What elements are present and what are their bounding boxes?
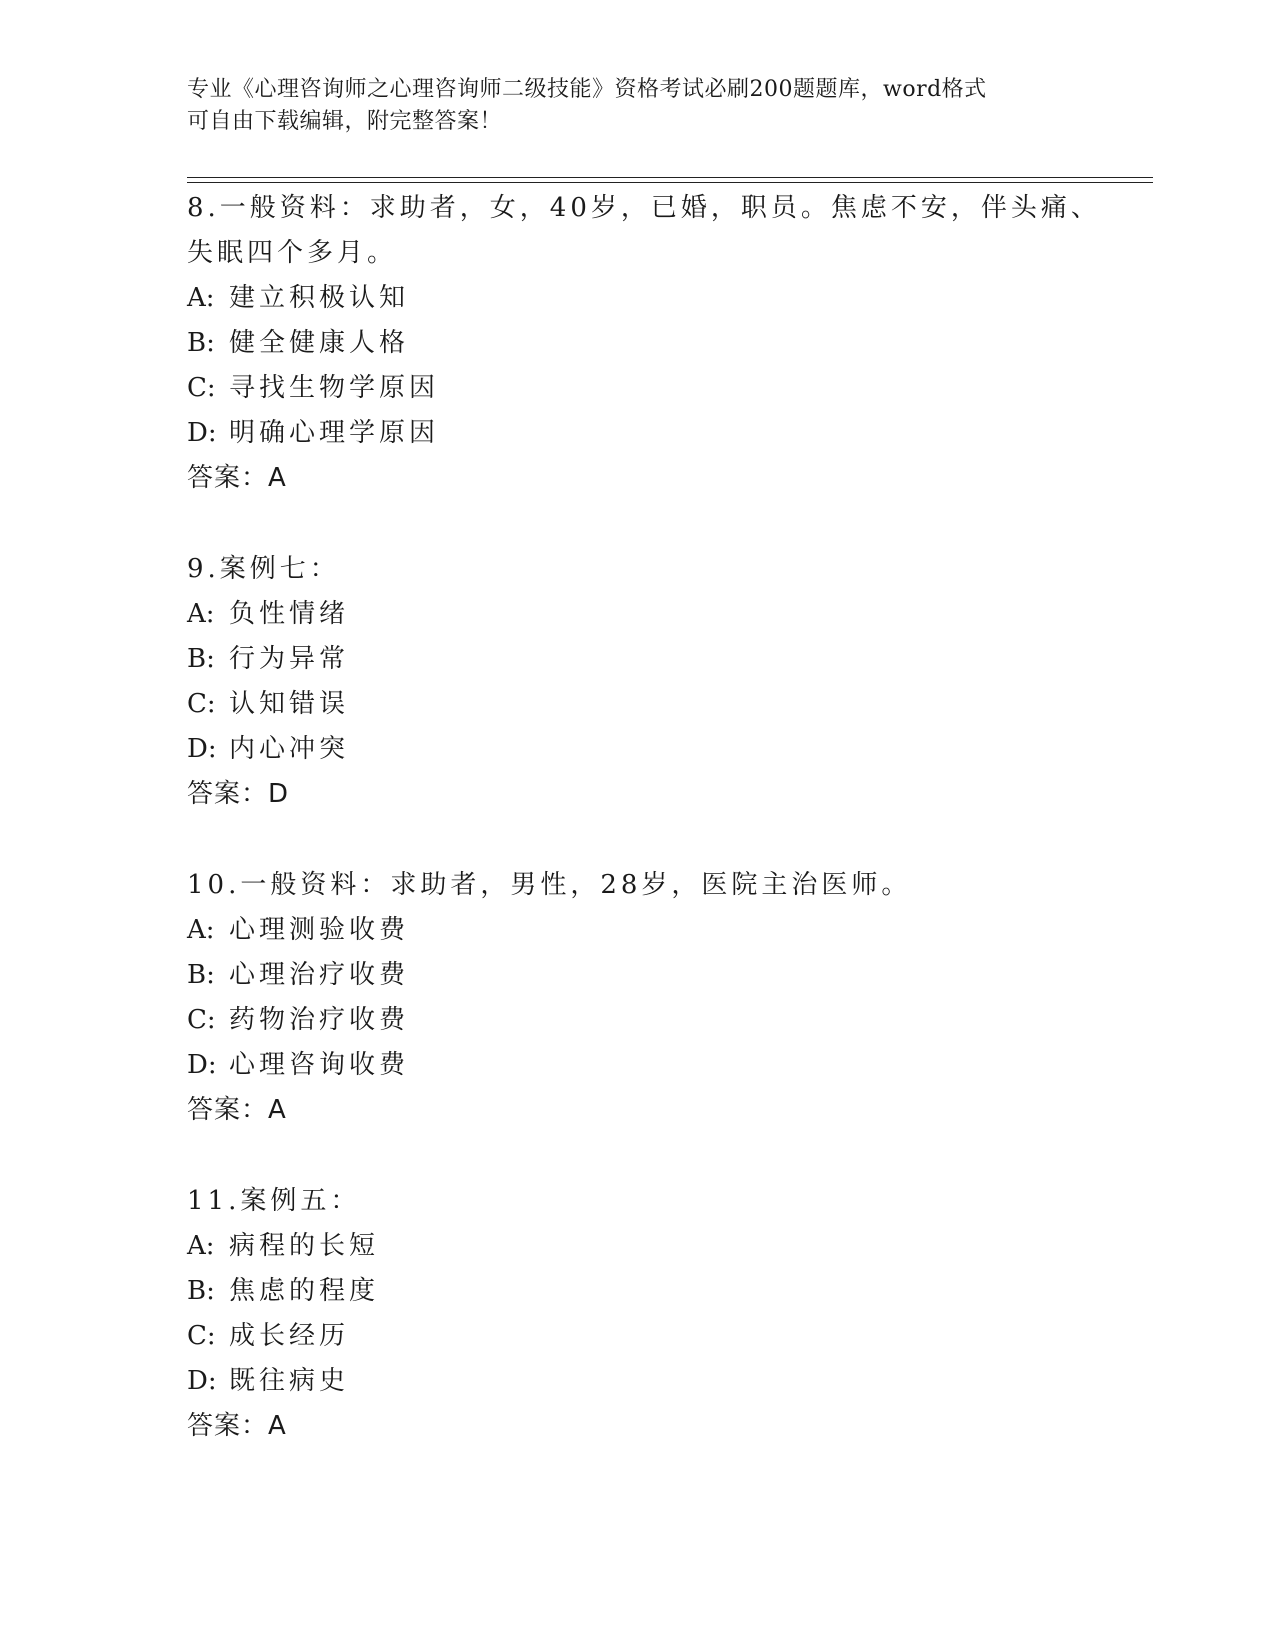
question-stem: 9.案例七： (187, 554, 340, 584)
question-list (187, 186, 1107, 1495)
option-letter: B: (187, 644, 215, 674)
option-text: 病程的长短 (229, 1231, 380, 1261)
option-text: 既往病史 (229, 1366, 350, 1396)
question-stem: 10.一般资料：求助者，男性，28岁，医院主治医师。 (187, 870, 912, 900)
option-a (187, 276, 1107, 321)
question-8 (187, 186, 1107, 501)
option-text: 明确心理学原因 (229, 418, 440, 448)
option-letter: C: (187, 373, 216, 403)
option-text: 寻找生物学原因 (229, 373, 440, 403)
option-text: 成长经历 (229, 1321, 350, 1351)
option-d (187, 1043, 1107, 1088)
question-stem: 11.案例五： (187, 1186, 361, 1216)
header-divider-bottom (187, 182, 1153, 183)
option-b (187, 1269, 1107, 1314)
option-b (187, 321, 1107, 366)
option-letter: A: (187, 1231, 215, 1261)
option-b (187, 637, 1107, 682)
option-a (187, 1224, 1107, 1269)
option-letter: B: (187, 1276, 215, 1306)
answer-line: 答案：A (187, 1095, 287, 1125)
header-divider-top (187, 177, 1153, 178)
option-letter: C: (187, 1321, 216, 1351)
option-letter: D: (187, 734, 217, 764)
option-a (187, 592, 1107, 637)
option-b (187, 953, 1107, 998)
option-c (187, 1314, 1107, 1359)
option-a (187, 908, 1107, 953)
header-line-2: 可自由下载编辑，附完整答案！ (187, 109, 503, 134)
option-text: 建立积极认知 (229, 283, 410, 313)
question-11 (187, 1179, 1107, 1449)
option-letter: A: (187, 283, 215, 313)
option-letter: B: (187, 328, 215, 358)
option-letter: A: (187, 599, 215, 629)
option-d (187, 727, 1107, 772)
option-text: 健全健康人格 (229, 328, 410, 358)
header-line-1: 专业《心理咨询师之心理咨询师二级技能》资格考试必刷200题题库，word格式 (187, 77, 987, 102)
option-text: 心理咨询收费 (229, 1050, 410, 1080)
option-text: 焦虑的程度 (229, 1276, 380, 1306)
option-letter: B: (187, 960, 215, 990)
option-letter: A: (187, 915, 215, 945)
option-letter: C: (187, 689, 216, 719)
option-d (187, 1359, 1107, 1404)
answer-line: 答案：A (187, 463, 287, 493)
option-d (187, 411, 1107, 456)
option-letter: C: (187, 1005, 216, 1035)
question-9 (187, 547, 1107, 817)
answer-line: 答案：D (187, 779, 290, 809)
option-letter: D: (187, 1366, 217, 1396)
option-text: 负性情绪 (229, 599, 350, 629)
option-text: 心理治疗收费 (229, 960, 410, 990)
option-c (187, 682, 1107, 727)
option-letter: D: (187, 418, 217, 448)
question-10 (187, 863, 1107, 1133)
option-text: 认知错误 (229, 689, 350, 719)
option-letter: D: (187, 1050, 217, 1080)
option-c (187, 366, 1107, 411)
option-text: 心理测验收费 (229, 915, 410, 945)
option-text: 药物治疗收费 (229, 1005, 410, 1035)
option-c (187, 998, 1107, 1043)
option-text: 行为异常 (229, 644, 350, 674)
question-stem: 8.一般资料：求助者，女，40岁，已婚，职员。焦虑不安，伴头痛、失眠四个多月。 (187, 193, 1101, 268)
document-header (187, 74, 1087, 138)
option-text: 内心冲突 (229, 734, 350, 764)
answer-line: 答案：A (187, 1411, 287, 1441)
